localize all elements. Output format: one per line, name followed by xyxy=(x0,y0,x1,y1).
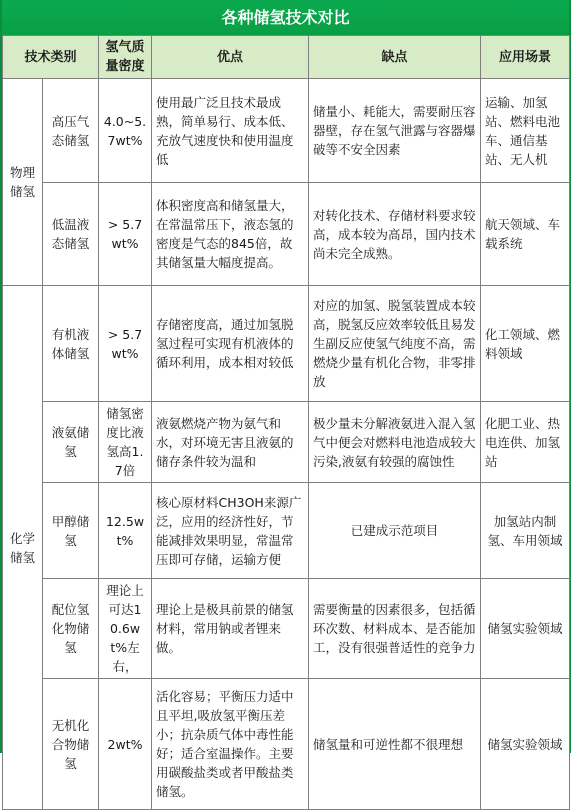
row-apps: 航天领域、车载系统 xyxy=(481,183,570,286)
row-pros: 理论上是极具前景的储氢材料，常用钠或者锂来做。 xyxy=(152,579,309,679)
table-row xyxy=(3,79,570,183)
category-physical: 物理储氢 xyxy=(3,79,43,286)
row-cons: 极少量未分解液氨进入混入氢气中便会对燃料电池造成较大污染,液氨有较强的腐蚀性 xyxy=(309,402,481,483)
row-density: 12.5wt% xyxy=(99,483,152,579)
table-row xyxy=(3,579,570,679)
header-cons: 缺点 xyxy=(309,36,481,79)
row-cons: 储氢量和可逆性都不很理想 xyxy=(309,679,481,810)
table-row xyxy=(3,183,570,286)
hydrogen-storage-table xyxy=(2,35,570,810)
row-pros: 活化容易；平衡压力适中且平坦,吸放氢平衡压差小；抗杂质气体中毒性能好；适合室温操作。主要用碳酸盐类或者甲酸盐类储氢。 xyxy=(152,679,309,810)
header-apps: 应用场景 xyxy=(481,36,570,79)
row-density: 理论上可达10.6wt%左右， xyxy=(99,579,152,679)
row-name: 液氨储氢 xyxy=(43,402,99,483)
row-cons: 对应的加氢、脱氢装置成本较高，脱氢反应效率较低且易发生副反应使氢气纯度不高，需燃烧少量有机化合物，非零排放 xyxy=(309,286,481,402)
row-name: 配位氢化物储氢 xyxy=(43,579,99,679)
row-cons: 需要衡量的因素很多，包括循环次数、材料成本、是否能加工，没有很强普适性的竞争力 xyxy=(309,579,481,679)
row-pros: 核心原材料CH3OH来源广泛，应用的经济性好，节能减排效果明显，常温常压即可存储，运输方便 xyxy=(152,483,309,579)
row-cons: 对转化技术、存储材料要求较高，成本较为高昂，国内技术尚未完全成熟。 xyxy=(309,183,481,286)
row-pros: 液氨燃烧产物为氨气和水，对环境无害且液氨的储存条件较为温和 xyxy=(152,402,309,483)
row-apps: 化工领域、燃料领域 xyxy=(481,286,570,402)
row-name: 甲醇储氢 xyxy=(43,483,99,579)
row-name: 无机化合物储氢 xyxy=(43,679,99,810)
row-pros: 体积密度高和储氢量大，在常温常压下，液态氢的密度是气态的845倍，故其储氢量大幅度提高。 xyxy=(152,183,309,286)
row-density: 2wt% xyxy=(99,679,152,810)
row-density: > 5.7wt% xyxy=(99,286,152,402)
table-row xyxy=(3,402,570,483)
table-title: 各种储氢技术对比 xyxy=(0,0,571,35)
table-row xyxy=(3,483,570,579)
table-row xyxy=(3,679,570,810)
header-pros: 优点 xyxy=(152,36,309,79)
header-density: 氢气质量密度 xyxy=(99,36,152,79)
header-category: 技术类别 xyxy=(3,36,99,79)
row-name: 有机液体储氢 xyxy=(43,286,99,402)
row-name: 高压气态储氢 xyxy=(43,79,99,183)
table-row xyxy=(3,286,570,402)
row-density: > 5.7wt% xyxy=(99,183,152,286)
row-density: 储氢密度比液氢高1.7倍 xyxy=(99,402,152,483)
row-apps: 运输、加氢站、燃料电池车、通信基站、无人机 xyxy=(481,79,570,183)
row-apps: 储氢实验领域 xyxy=(481,579,570,679)
row-density: 4.0~5.7wt% xyxy=(99,79,152,183)
row-pros: 使用最广泛且技术最成熟，简单易行、成本低、充放气速度快和使用温度低 xyxy=(152,79,309,183)
row-apps: 化肥工业、热电连供、加氢站 xyxy=(481,402,570,483)
row-apps: 加氢站内制氢、车用领域 xyxy=(481,483,570,579)
category-chemical: 化学储氢 xyxy=(3,286,43,810)
row-pros: 存储密度高，通过加氢脱氢过程可实现有机液体的循环利用，成本相对较低 xyxy=(152,286,309,402)
row-apps: 储氢实验领域 xyxy=(481,679,570,810)
header-row xyxy=(3,36,570,79)
row-cons: 已建成示范项目 xyxy=(309,483,481,579)
row-name: 低温液态储氢 xyxy=(43,183,99,286)
row-cons: 储量小、耗能大，需要耐压容器壁，存在氢气泄露与容器爆破等不安全因素 xyxy=(309,79,481,183)
